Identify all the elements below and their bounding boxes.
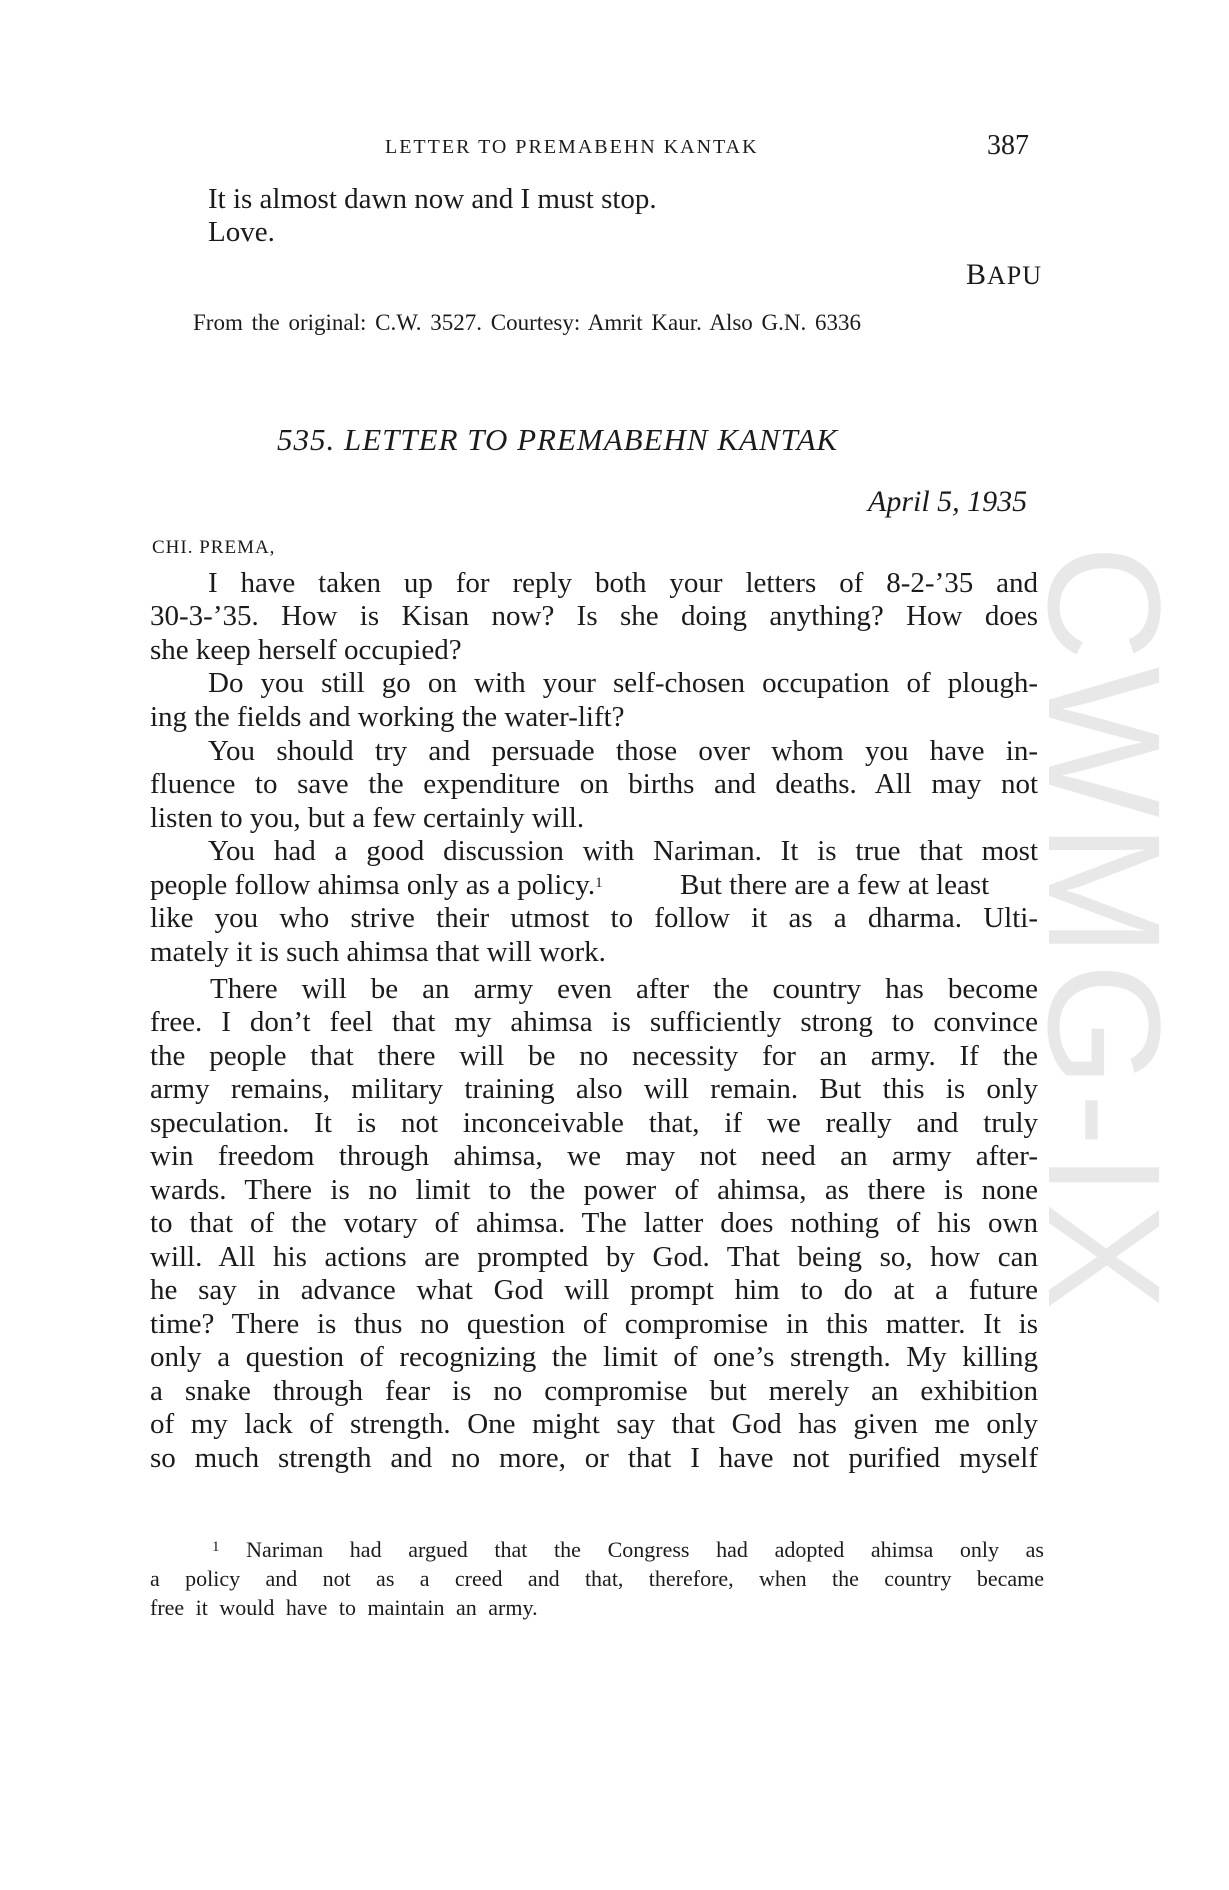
body-line: only a question of recognizing the limit of one’s strength. My killing bbox=[150, 1341, 1038, 1373]
body-line: a snake through fear is no compromise but merely an exhibition bbox=[150, 1375, 1038, 1407]
body-line: of my lack of strength. One might say that God has given me only bbox=[150, 1408, 1038, 1440]
body-line: There will be an army even after the country has become bbox=[210, 973, 1038, 1005]
body-line: wards. There is no limit to the power of ahimsa, as there is none bbox=[150, 1174, 1038, 1206]
body-line: win freedom through ahimsa, we may not need an army after- bbox=[150, 1140, 1038, 1172]
letter-date: April 5, 1935 bbox=[868, 485, 1028, 518]
footnote-line: $^1$ Nariman had argued that the Congress had adopted ahimsa only as bbox=[212, 1537, 1044, 1562]
body-line: mately it is such ahimsa that will work. bbox=[150, 936, 606, 968]
body-line: he say in advance what God will prompt him to do at a future bbox=[150, 1274, 1038, 1306]
footnote-line: a policy and not as a creed and that, therefore, when the country became bbox=[150, 1566, 1044, 1591]
body-line: But there are a few at least bbox=[680, 869, 990, 901]
body-line: to that of the votary of ahimsa. The latter does nothing of his own bbox=[150, 1207, 1038, 1239]
running-head: LETTER TO PREMABEHN KANTAK bbox=[385, 136, 759, 158]
body-line: I have taken up for reply both your letters of 8-2-’35 and bbox=[208, 567, 1038, 599]
body-line: You had a good discussion with Nariman. It is true that most bbox=[208, 835, 1038, 867]
body-line: ing the fields and working the water-lift? bbox=[150, 701, 625, 733]
body-line: so much strength and no more, or that I have not purified myself bbox=[150, 1442, 1038, 1474]
body-line: Do you still go on with your self-chosen occupation of plough- bbox=[208, 667, 1038, 699]
previous-letter-line: It is almost dawn now and I must stop. bbox=[208, 183, 657, 215]
body-line: 30-3-’35. How is Kisan now? Is she doing anything? How does bbox=[150, 600, 1038, 632]
body-line: You should try and persuade those over whom you have in- bbox=[208, 735, 1038, 767]
body-line: time? There is thus no question of compromise in this matter. It is bbox=[150, 1308, 1038, 1340]
watermark: CWMG-IX bbox=[1015, 545, 1194, 1316]
body-line: free. I don’t feel that my ahimsa is sufficiently strong to convince bbox=[150, 1006, 1038, 1038]
letter-heading: 535. LETTER TO PREMABEHN KANTAK bbox=[277, 422, 839, 457]
body-line: will. All his actions are prompted by God. That being so, how can bbox=[150, 1241, 1038, 1273]
footnote-reference: 1 bbox=[595, 875, 603, 891]
source-note: From the original: C.W. 3527. Courtesy: Amrit Kaur. Also G.N. 6336 bbox=[193, 310, 862, 335]
body-line: like you who strive their utmost to follow it as a dharma. Ulti- bbox=[150, 902, 1038, 934]
body-line: the people that there will be no necessity for an army. If the bbox=[150, 1040, 1038, 1072]
page-number: 387 bbox=[987, 130, 1029, 161]
body-line: she keep herself occupied? bbox=[150, 634, 462, 666]
body-line: speculation. It is not inconceivable that, if we really and truly bbox=[150, 1107, 1038, 1139]
salutation: CHI. PREMA, bbox=[152, 537, 276, 558]
body-line: fluence to save the expenditure on births and deaths. All may not bbox=[150, 768, 1038, 800]
footnote-marker: 1 bbox=[212, 1539, 220, 1555]
previous-letter-line: Love. bbox=[208, 216, 275, 248]
body-line: listen to you, but a few certainly will. bbox=[150, 802, 585, 834]
signature: BAPU bbox=[966, 258, 1043, 291]
footnote-line: free it would have to maintain an army. bbox=[150, 1595, 538, 1620]
body-line: army remains, military training also will remain. But this is only bbox=[150, 1073, 1038, 1105]
body-line: people follow ahimsa only as a policy.$^1$ bbox=[150, 869, 603, 901]
